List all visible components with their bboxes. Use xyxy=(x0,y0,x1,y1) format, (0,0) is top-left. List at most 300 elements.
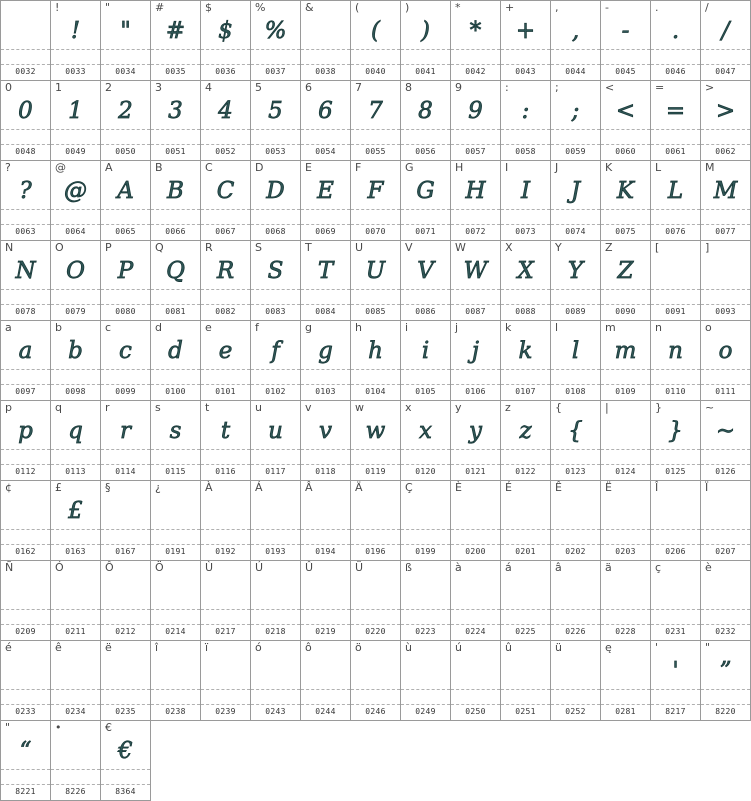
glyph-cell-label: û xyxy=(505,641,512,654)
glyph-code: 0199 xyxy=(415,547,436,556)
glyph-cell xyxy=(251,641,301,721)
glyph-cell-label: P xyxy=(105,241,112,254)
glyph-code: 0093 xyxy=(715,307,736,316)
code-divider xyxy=(651,144,700,145)
baseline-divider xyxy=(151,209,200,210)
glyph-cell xyxy=(201,321,251,401)
code-divider xyxy=(201,704,250,705)
baseline-divider xyxy=(601,369,650,370)
baseline-divider xyxy=(351,129,400,130)
code-divider xyxy=(1,304,50,305)
glyph-cell xyxy=(51,321,101,401)
glyph-cell xyxy=(701,161,751,241)
code-divider xyxy=(701,464,750,465)
code-divider xyxy=(101,64,150,65)
glyph-code: 0073 xyxy=(515,227,536,236)
baseline-divider xyxy=(301,529,350,530)
baseline-divider xyxy=(51,49,100,50)
glyph-cell-label: q xyxy=(55,401,62,414)
glyph-code: 0048 xyxy=(15,147,36,156)
glyph-code: 0070 xyxy=(365,227,386,236)
glyph-cell-label: " xyxy=(105,1,111,14)
glyph-cell-label: 5 xyxy=(255,81,262,94)
glyph-code: 0101 xyxy=(215,387,236,396)
glyph-code: 0079 xyxy=(65,307,86,316)
glyph-cell xyxy=(401,81,451,161)
code-divider xyxy=(1,64,50,65)
baseline-divider xyxy=(301,129,350,130)
baseline-divider xyxy=(701,369,750,370)
code-divider xyxy=(701,64,750,65)
glyph-code: 0088 xyxy=(515,307,536,316)
glyph-sample xyxy=(1,494,50,528)
glyph-cell xyxy=(0,0,51,81)
baseline-divider xyxy=(151,49,200,50)
glyph-code: 0036 xyxy=(215,67,236,76)
code-divider xyxy=(701,304,750,305)
glyph-sample xyxy=(651,254,700,288)
code-divider xyxy=(601,624,650,625)
baseline-divider xyxy=(551,609,600,610)
code-divider xyxy=(351,64,400,65)
glyph-cell xyxy=(251,561,301,641)
glyph-sample: Z xyxy=(617,258,634,284)
glyph-cell xyxy=(301,161,351,241)
code-divider xyxy=(401,384,450,385)
glyph-cell xyxy=(101,0,151,81)
glyph-sample: I xyxy=(520,178,531,204)
glyph-cell-label: A xyxy=(105,161,113,174)
glyph-sample: U xyxy=(365,258,386,284)
glyph-sample: t xyxy=(220,418,231,444)
glyph-sample: r xyxy=(120,418,131,444)
glyph-cell-label: W xyxy=(455,241,466,254)
glyph-sample: q xyxy=(68,418,83,444)
code-divider xyxy=(1,624,50,625)
glyph-cell-label: e xyxy=(205,321,212,334)
baseline-divider xyxy=(601,49,650,50)
glyph-cell xyxy=(551,481,601,561)
baseline-divider xyxy=(1,289,50,290)
glyph-sample xyxy=(1,14,50,48)
baseline-divider xyxy=(1,529,50,530)
baseline-divider xyxy=(151,609,200,610)
glyph-cell xyxy=(0,721,51,801)
glyph-cell xyxy=(51,561,101,641)
glyph-sample xyxy=(101,654,150,688)
code-divider xyxy=(551,304,600,305)
glyph-cell xyxy=(401,401,451,481)
code-divider xyxy=(551,464,600,465)
glyph-cell-label: i xyxy=(405,321,409,334)
code-divider xyxy=(301,64,350,65)
glyph-cell xyxy=(51,721,101,801)
code-divider xyxy=(651,304,700,305)
glyph-code: 0201 xyxy=(515,547,536,556)
code-divider xyxy=(601,704,650,705)
glyph-sample: W xyxy=(463,258,488,284)
glyph-code: 0224 xyxy=(465,627,486,636)
glyph-sample: 9 xyxy=(468,98,483,124)
glyph-sample xyxy=(201,574,250,608)
baseline-divider xyxy=(101,49,150,50)
glyph-cell-label: À xyxy=(205,481,213,494)
code-divider xyxy=(601,144,650,145)
code-divider xyxy=(151,704,200,705)
glyph-code: 8364 xyxy=(115,787,136,796)
glyph-cell-label: # xyxy=(155,1,165,14)
code-divider xyxy=(251,144,300,145)
code-divider xyxy=(551,224,600,225)
glyph-cell-label: " xyxy=(5,721,11,734)
glyph-code: 0119 xyxy=(365,467,386,476)
glyph-code: 0123 xyxy=(565,467,586,476)
baseline-divider xyxy=(551,49,600,50)
code-divider xyxy=(1,544,50,545)
glyph-code: 0090 xyxy=(615,307,636,316)
baseline-divider xyxy=(301,289,350,290)
glyph-sample: " xyxy=(120,18,131,44)
glyph-sample: ; xyxy=(571,98,580,124)
glyph-sample: 7 xyxy=(368,98,383,124)
glyph-cell xyxy=(301,241,351,321)
glyph-cell-label: F xyxy=(355,161,362,174)
glyph-code: 0214 xyxy=(165,627,186,636)
code-divider xyxy=(51,304,100,305)
glyph-cell-label: l xyxy=(555,321,559,334)
glyph-sample: ' xyxy=(672,658,679,684)
glyph-sample: o xyxy=(718,338,733,364)
glyph-sample xyxy=(551,654,600,688)
glyph-cell xyxy=(651,481,701,561)
glyph-cell-label: & xyxy=(305,1,314,14)
baseline-divider xyxy=(251,529,300,530)
code-divider xyxy=(301,464,350,465)
glyph-cell xyxy=(251,321,301,401)
glyph-cell xyxy=(401,321,451,401)
baseline-divider xyxy=(551,369,600,370)
glyph-sample: : xyxy=(521,98,530,124)
baseline-divider xyxy=(651,209,700,210)
glyph-code: 0238 xyxy=(165,707,186,716)
code-divider xyxy=(201,384,250,385)
glyph-sample xyxy=(601,494,650,528)
code-divider xyxy=(251,704,300,705)
code-divider xyxy=(351,464,400,465)
code-divider xyxy=(101,144,150,145)
glyph-sample: A xyxy=(117,178,134,204)
glyph-cell-label: S xyxy=(255,241,262,254)
glyph-cell xyxy=(601,241,651,321)
glyph-code: 0098 xyxy=(65,387,86,396)
baseline-divider xyxy=(601,209,650,210)
glyph-cell-label: J xyxy=(555,161,559,174)
glyph-sample: S xyxy=(267,258,284,284)
glyph-code: 0058 xyxy=(515,147,536,156)
baseline-divider xyxy=(401,129,450,130)
glyph-cell-label: > xyxy=(705,81,715,94)
glyph-cell-label: ô xyxy=(305,641,312,654)
glyph-code: 0211 xyxy=(65,627,86,636)
code-divider xyxy=(501,704,550,705)
glyph-cell xyxy=(101,721,151,801)
code-divider xyxy=(1,384,50,385)
glyph-code: 8221 xyxy=(15,787,36,796)
glyph-cell xyxy=(301,641,351,721)
glyph-cell xyxy=(551,0,601,81)
baseline-divider xyxy=(701,49,750,50)
glyph-cell-label: Î xyxy=(655,481,659,494)
baseline-divider xyxy=(201,529,250,530)
glyph-cell xyxy=(201,81,251,161)
glyph-sample xyxy=(201,494,250,528)
glyph-sample: B xyxy=(167,178,184,204)
glyph-sample xyxy=(651,494,700,528)
glyph-sample xyxy=(351,574,400,608)
glyph-code: 0118 xyxy=(315,467,336,476)
baseline-divider xyxy=(301,609,350,610)
glyph-cell xyxy=(301,0,351,81)
glyph-sample xyxy=(501,494,550,528)
code-divider xyxy=(151,64,200,65)
glyph-sample xyxy=(651,574,700,608)
glyph-cell-label: ' xyxy=(655,641,659,654)
baseline-divider xyxy=(701,689,750,690)
glyph-cell-label: ę xyxy=(605,641,612,654)
glyph-code: 0032 xyxy=(15,67,36,76)
glyph-cell-label: M xyxy=(705,161,715,174)
glyph-cell xyxy=(551,561,601,641)
baseline-divider xyxy=(401,529,450,530)
glyph-cell xyxy=(201,561,251,641)
glyph-sample: * xyxy=(469,18,482,44)
glyph-cell-label: [ xyxy=(655,241,660,254)
glyph-cell xyxy=(601,481,651,561)
glyph-cell xyxy=(301,81,351,161)
glyph-code: 0062 xyxy=(715,147,736,156)
glyph-sample: { xyxy=(568,418,583,444)
code-divider xyxy=(1,784,50,785)
glyph-code: 0113 xyxy=(65,467,86,476)
glyph-sample xyxy=(101,494,150,528)
code-divider xyxy=(51,64,100,65)
glyph-sample: } xyxy=(668,418,683,444)
code-divider xyxy=(1,144,50,145)
glyph-code: 0232 xyxy=(715,627,736,636)
glyph-cell xyxy=(0,481,51,561)
glyph-cell xyxy=(101,481,151,561)
code-divider xyxy=(301,384,350,385)
glyph-cell-label: ó xyxy=(255,641,262,654)
code-divider xyxy=(401,544,450,545)
glyph-code: 0057 xyxy=(465,147,486,156)
glyph-cell-label: o xyxy=(705,321,712,334)
glyph-cell xyxy=(51,241,101,321)
glyph-sample: £ xyxy=(68,498,83,524)
glyph-cell xyxy=(301,561,351,641)
glyph-code: 0067 xyxy=(215,227,236,236)
glyph-code: 0061 xyxy=(665,147,686,156)
baseline-divider xyxy=(151,689,200,690)
glyph-code: 0233 xyxy=(15,707,36,716)
glyph-code: 0045 xyxy=(615,67,636,76)
glyph-cell xyxy=(351,641,401,721)
glyph-code: 0110 xyxy=(665,387,686,396)
code-divider xyxy=(451,144,500,145)
code-divider xyxy=(401,64,450,65)
baseline-divider xyxy=(451,369,500,370)
glyph-sample: m xyxy=(614,338,637,364)
glyph-sample: 1 xyxy=(68,98,83,124)
glyph-cell xyxy=(501,321,551,401)
glyph-cell xyxy=(101,401,151,481)
glyph-cell xyxy=(601,161,651,241)
glyph-cell-label: ? xyxy=(5,161,11,174)
code-divider xyxy=(501,544,550,545)
glyph-sample xyxy=(1,574,50,608)
glyph-cell xyxy=(451,641,501,721)
code-divider xyxy=(501,304,550,305)
glyph-sample: $ xyxy=(218,18,233,44)
glyph-code: 0192 xyxy=(215,547,236,556)
glyph-code: 0125 xyxy=(665,467,686,476)
baseline-divider xyxy=(51,609,100,610)
code-divider xyxy=(651,464,700,465)
glyph-cell-label: < xyxy=(605,81,615,94)
glyph-cell xyxy=(651,161,701,241)
glyph-cell xyxy=(0,561,51,641)
code-divider xyxy=(551,544,600,545)
baseline-divider xyxy=(501,129,550,130)
baseline-divider xyxy=(1,369,50,370)
glyph-cell xyxy=(651,321,701,401)
glyph-sample xyxy=(601,654,650,688)
glyph-cell-label: Â xyxy=(305,481,313,494)
glyph-cell xyxy=(701,481,751,561)
glyph-cell-label: ~ xyxy=(705,401,715,414)
glyph-sample: 8 xyxy=(418,98,433,124)
glyph-cell-label: Ç xyxy=(405,481,413,494)
code-divider xyxy=(701,144,750,145)
glyph-cell-label: / xyxy=(705,1,709,14)
glyph-code: 0200 xyxy=(465,547,486,556)
code-divider xyxy=(501,64,550,65)
code-divider xyxy=(701,384,750,385)
glyph-sample xyxy=(301,654,350,688)
glyph-code: 0040 xyxy=(365,67,386,76)
glyph-code: 0055 xyxy=(365,147,386,156)
glyph-cell-label: I xyxy=(505,161,509,174)
glyph-code: 0084 xyxy=(315,307,336,316)
baseline-divider xyxy=(51,689,100,690)
glyph-cell-label: j xyxy=(455,321,459,334)
glyph-cell-label: ß xyxy=(405,561,412,574)
baseline-divider xyxy=(501,369,550,370)
glyph-cell xyxy=(301,321,351,401)
glyph-code: 0050 xyxy=(115,147,136,156)
glyph-sample: + xyxy=(515,18,536,44)
glyph-cell xyxy=(51,641,101,721)
baseline-divider xyxy=(251,369,300,370)
glyph-sample xyxy=(701,254,750,288)
glyph-cell-label: * xyxy=(455,1,461,14)
glyph-cell-label: Q xyxy=(155,241,164,254)
glyph-code: 0047 xyxy=(715,67,736,76)
glyph-cell xyxy=(351,161,401,241)
glyph-sample: J xyxy=(570,178,581,204)
glyph-sample: D xyxy=(266,178,285,204)
baseline-divider xyxy=(101,689,150,690)
glyph-sample xyxy=(201,654,250,688)
glyph-sample: 4 xyxy=(218,98,233,124)
glyph-code: 0100 xyxy=(165,387,186,396)
glyph-code: 0044 xyxy=(565,67,586,76)
glyph-sample: O xyxy=(66,258,85,284)
glyph-sample: ~ xyxy=(715,418,736,444)
baseline-divider xyxy=(1,129,50,130)
glyph-sample xyxy=(301,494,350,528)
code-divider xyxy=(51,224,100,225)
glyph-cell-label: k xyxy=(505,321,512,334)
glyph-sample: F xyxy=(367,178,384,204)
code-divider xyxy=(451,464,500,465)
glyph-cell-label: % xyxy=(255,1,266,14)
glyph-sample: 3 xyxy=(168,98,183,124)
code-divider xyxy=(601,304,650,305)
glyph-code: 0194 xyxy=(315,547,336,556)
glyph-sample: 6 xyxy=(318,98,333,124)
glyph-cell-label: ! xyxy=(55,1,60,14)
glyph-cell xyxy=(351,241,401,321)
glyph-code: 0041 xyxy=(415,67,436,76)
glyph-sample: Q xyxy=(166,258,185,284)
glyph-cell-label: Ë xyxy=(605,481,612,494)
baseline-divider xyxy=(401,289,450,290)
glyph-code: 0193 xyxy=(265,547,286,556)
glyph-code: 0080 xyxy=(115,307,136,316)
glyph-cell xyxy=(251,81,301,161)
code-divider xyxy=(501,144,550,145)
glyph-cell xyxy=(501,81,551,161)
baseline-divider xyxy=(651,369,700,370)
glyph-cell xyxy=(351,321,401,401)
glyph-cell xyxy=(151,321,201,401)
glyph-cell xyxy=(551,241,601,321)
glyph-cell-label: T xyxy=(305,241,312,254)
glyph-cell-label: è xyxy=(705,561,712,574)
glyph-code: 0109 xyxy=(615,387,636,396)
baseline-divider xyxy=(1,49,50,50)
glyph-code: 0219 xyxy=(315,627,336,636)
code-divider xyxy=(101,624,150,625)
glyph-sample xyxy=(351,654,400,688)
baseline-divider xyxy=(551,129,600,130)
baseline-divider xyxy=(551,289,600,290)
glyph-code: 0223 xyxy=(415,627,436,636)
glyph-sample: C xyxy=(216,178,235,204)
glyph-code: 0087 xyxy=(465,307,486,316)
glyph-code: 0209 xyxy=(15,627,36,636)
glyph-cell-label: g xyxy=(305,321,312,334)
code-divider xyxy=(551,64,600,65)
code-divider xyxy=(601,64,650,65)
glyph-cell xyxy=(101,641,151,721)
glyph-cell-label: Ä xyxy=(355,481,363,494)
glyph-cell-label: B xyxy=(155,161,163,174)
baseline-divider xyxy=(701,289,750,290)
glyph-cell xyxy=(701,321,751,401)
glyph-cell xyxy=(701,641,751,721)
